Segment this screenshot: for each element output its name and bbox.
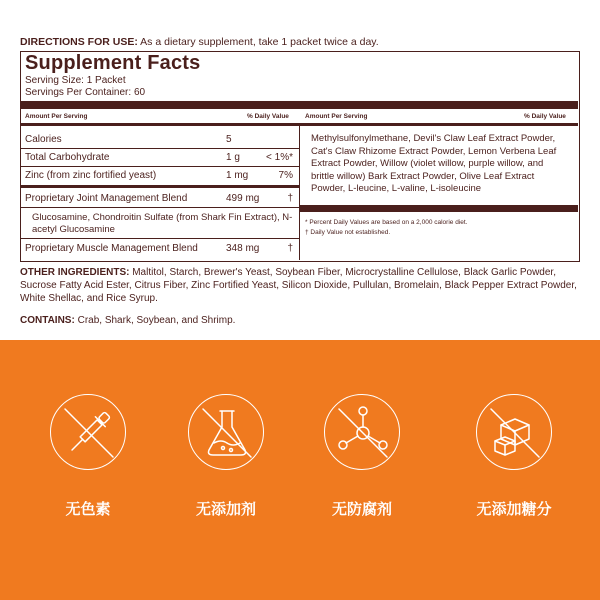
column-divider: [299, 125, 300, 260]
badge-label: 无添加剂: [195, 500, 256, 518]
serving-size: Serving Size: 1 Packet: [25, 75, 126, 86]
muscle-blend-detail: Methylsulfonylmethane, Devil's Claw Leaf Extract Powder, Cat's Claw Rhizome Extract Powder, Lemon Verbena Leaf Extract Powder, Willow (violet willow, purple willow, and brittle willow) Bark Extract Powder, Olive Leaf Extract Powder, L-leucine, L-valine, L-isoleucine: [311, 133, 557, 194]
row-zinc-label: Zinc (from zinc fortified yeast): [25, 170, 157, 181]
row-calories-label: Calories: [25, 134, 62, 145]
row-rule: [21, 148, 299, 149]
other-ingredients-label: OTHER INGREDIENTS:: [20, 267, 130, 278]
no-molecule-icon: [324, 394, 400, 470]
contains-text: Crab, Shark, Soybean, and Shrimp.: [74, 315, 236, 326]
note-percent: * Percent Daily Values are based on a 2,000 calorie diet.: [305, 219, 468, 226]
row-calories-amount: 5: [226, 134, 232, 145]
note-dagger: † Daily Value not established.: [305, 229, 391, 236]
row-rule: [21, 207, 299, 208]
badge-label: 无添加糖分: [476, 500, 552, 518]
row-carb-label: Total Carbohydrate: [25, 152, 110, 163]
directions-line: [20, 36, 379, 48]
row-carb-dv: < 1%*: [266, 152, 293, 163]
other-ingredients-text: Maltitol, Starch, Brewer's Yeast, Soybean Fiber, Microcrystalline Cellulose, Black Garlic Powder, Sucrose Fatty Acid Ester, Citrus Fiber, Zinc Fortified Yeast, Silicon Dioxide, Pullulan, Bromelain, Black Pepper Extract Powder, White Shellac, and Rice Syrup.: [20, 267, 577, 304]
directions-text: As a dietary supplement, take 1 packet twice a day.: [137, 36, 379, 48]
row-rule: [21, 166, 299, 167]
right-col-amount-header: Amount Per Serving: [305, 113, 368, 120]
joint-blend-detail: Glucosamine, Chondroitin Sulfate (from Shark Fin Extract), N-acetyl Glucosamine: [32, 212, 293, 235]
row-muscle-dv: †: [287, 243, 293, 254]
supplement-facts-panel: [20, 51, 580, 262]
row-muscle-amount: 348 mg: [226, 243, 260, 254]
row-muscle-label: Proprietary Muscle Management Blend: [25, 243, 198, 254]
row-zinc-dv: 7%: [278, 170, 293, 181]
row-joint-dv: †: [287, 193, 293, 204]
row-zinc-amount: 1 mg: [226, 170, 249, 181]
thick-divider-right: [299, 205, 578, 212]
row-carb-amount: 1 g: [226, 152, 240, 163]
row-rule: [21, 238, 299, 239]
no-dropper-icon: [50, 394, 126, 470]
badge-label: 无防腐剂: [331, 500, 392, 518]
col-dv-header: % Daily Value: [247, 113, 289, 120]
other-ingredients: [20, 266, 580, 305]
thick-divider-top: [21, 101, 578, 109]
row-joint-label: Proprietary Joint Management Blend: [25, 193, 188, 204]
no-sugar-cube-icon: [476, 394, 552, 470]
row-joint-amount: 499 mg: [226, 193, 260, 204]
no-flask-icon: [188, 394, 264, 470]
servings-per-container: Servings Per Container: 60: [25, 87, 146, 98]
contains-line: [20, 315, 235, 326]
badge-label: 无色素: [65, 500, 111, 518]
right-col-dv-header: % Daily Value: [524, 113, 566, 120]
medium-divider: [21, 185, 299, 188]
directions-label: DIRECTIONS FOR USE:: [20, 36, 138, 48]
col-amount-header: Amount Per Serving: [25, 113, 88, 120]
contains-label: CONTAINS:: [20, 315, 75, 326]
supplement-facts-title: Supplement Facts: [25, 52, 201, 74]
